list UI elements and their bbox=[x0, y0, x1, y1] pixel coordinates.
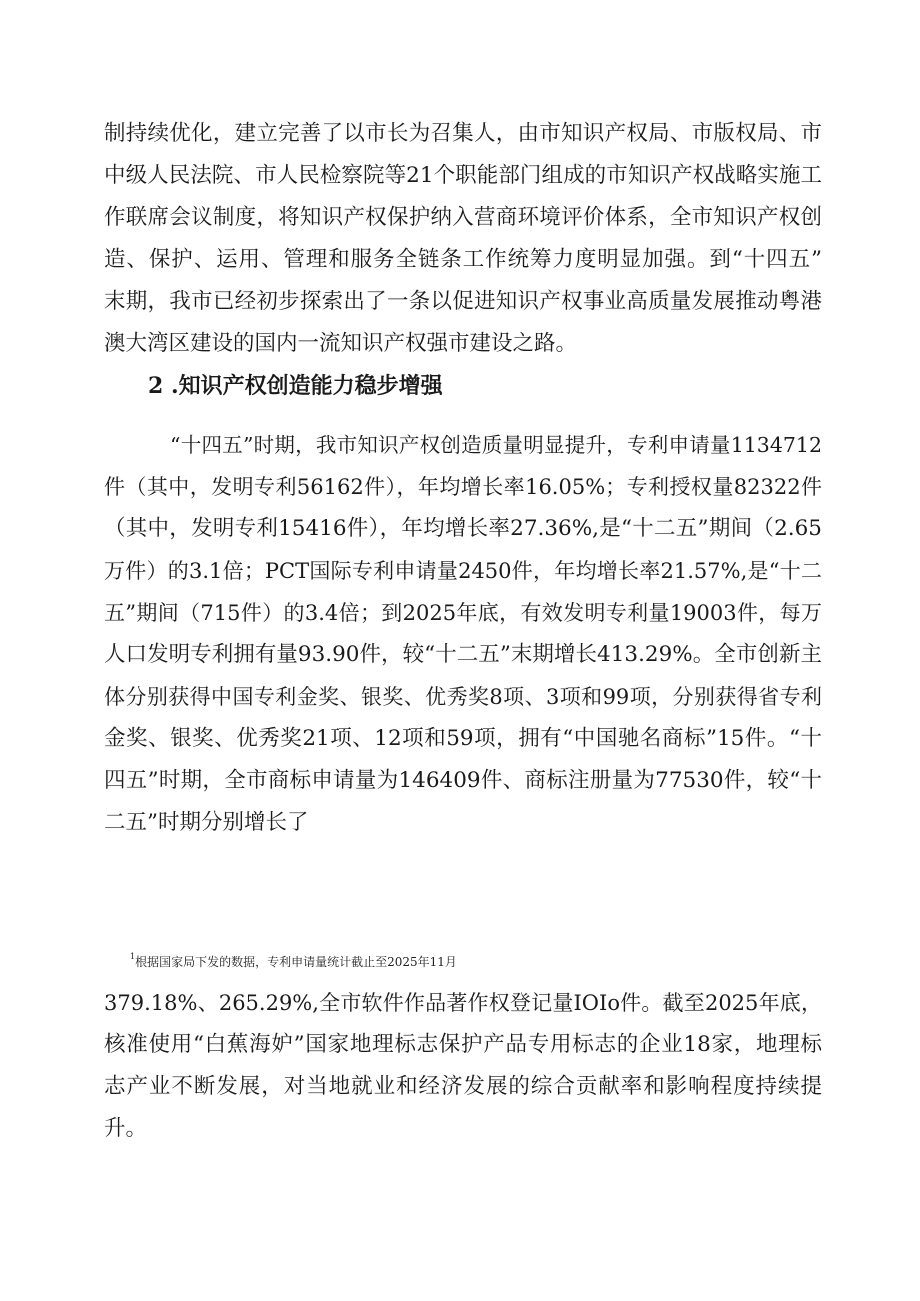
text-line: 人口发明专利拥有量93.90件，较“十二五”末期增长413.29%。全市创新主 bbox=[104, 642, 822, 667]
text-line: 制持续优化，建立完善了以市长为召集人，由市知识产权局、市版权局、市 bbox=[104, 121, 822, 146]
text-line: 件（其中，发明专利56162件），年均增长率16.05%；专利授权量82322件 bbox=[104, 475, 822, 499]
text-line: 体分别获得中国专利金奖、银奖、优秀奖8项、3项和99项，分别获得省专利 bbox=[104, 685, 822, 709]
footnote-marker: 1 bbox=[130, 952, 136, 961]
text-line: 作联席会议制度，将知识产权保护纳入营商环境评价体系，全市知识产权创 bbox=[104, 205, 822, 230]
text-line: 末期，我市已经初步探索出了一条以促进知识产权事业高质量发展推动粤港 bbox=[104, 289, 822, 314]
footnote bbox=[130, 952, 457, 972]
text-line: 志产业不断发展，对当地就业和经济发展的综合贡献率和影响程度持续提 bbox=[104, 1074, 822, 1099]
text-line: “十四五”时期，我市知识产权创造质量明显提升，专利申请量1134712 bbox=[170, 433, 822, 457]
text-line: 中级人民法院、市人民检察院等21个职能部门组成的市知识产权战略实施工 bbox=[104, 163, 822, 188]
footnote-text: 根据国家局下发的数据，专利申请量统计截止至2025年11月 bbox=[135, 955, 457, 969]
text-line: 核准使用“白蕉海妒”国家地理标志保护产品专用标志的企业18家，地理标 bbox=[104, 1032, 822, 1057]
text-line: （其中，发明专利15416件），年均增长率27.36%,是“十二五”期间（2.65 bbox=[104, 516, 822, 541]
text-line: 澳大湾区建设的国内一流知识产权强市建设之路。 bbox=[104, 331, 578, 356]
text-line: 二五”时期分别增长了 bbox=[104, 810, 309, 835]
text-line: 379.18%、265.29%,全市软件作品著作权登记量IOIo件。截至2025年底， bbox=[104, 991, 822, 1015]
text-line: 金奖、银奖、优秀奖21项、12项和59项，拥有“中国驰名商标”15件。“十 bbox=[104, 726, 822, 751]
text-line: 五”期间（715件）的3.4倍；到2025年底，有效发明专利量19003件，每万 bbox=[104, 601, 822, 625]
section-heading: 2 .知识产权创造能力稳步增强 bbox=[148, 373, 443, 399]
text-line: 升。 bbox=[104, 1116, 148, 1141]
text-line: 万件）的3.1倍；PCT国际专利申请量2450件，年均增长率21.57%,是“十二 bbox=[104, 559, 822, 583]
text-line: 造、保护、运用、管理和服务全链条工作统筹力度明显加强。到“十四五” bbox=[104, 247, 822, 272]
text-line: 四五”时期，全市商标申请量为146409件、商标注册量为77530件，较“十 bbox=[104, 768, 822, 793]
